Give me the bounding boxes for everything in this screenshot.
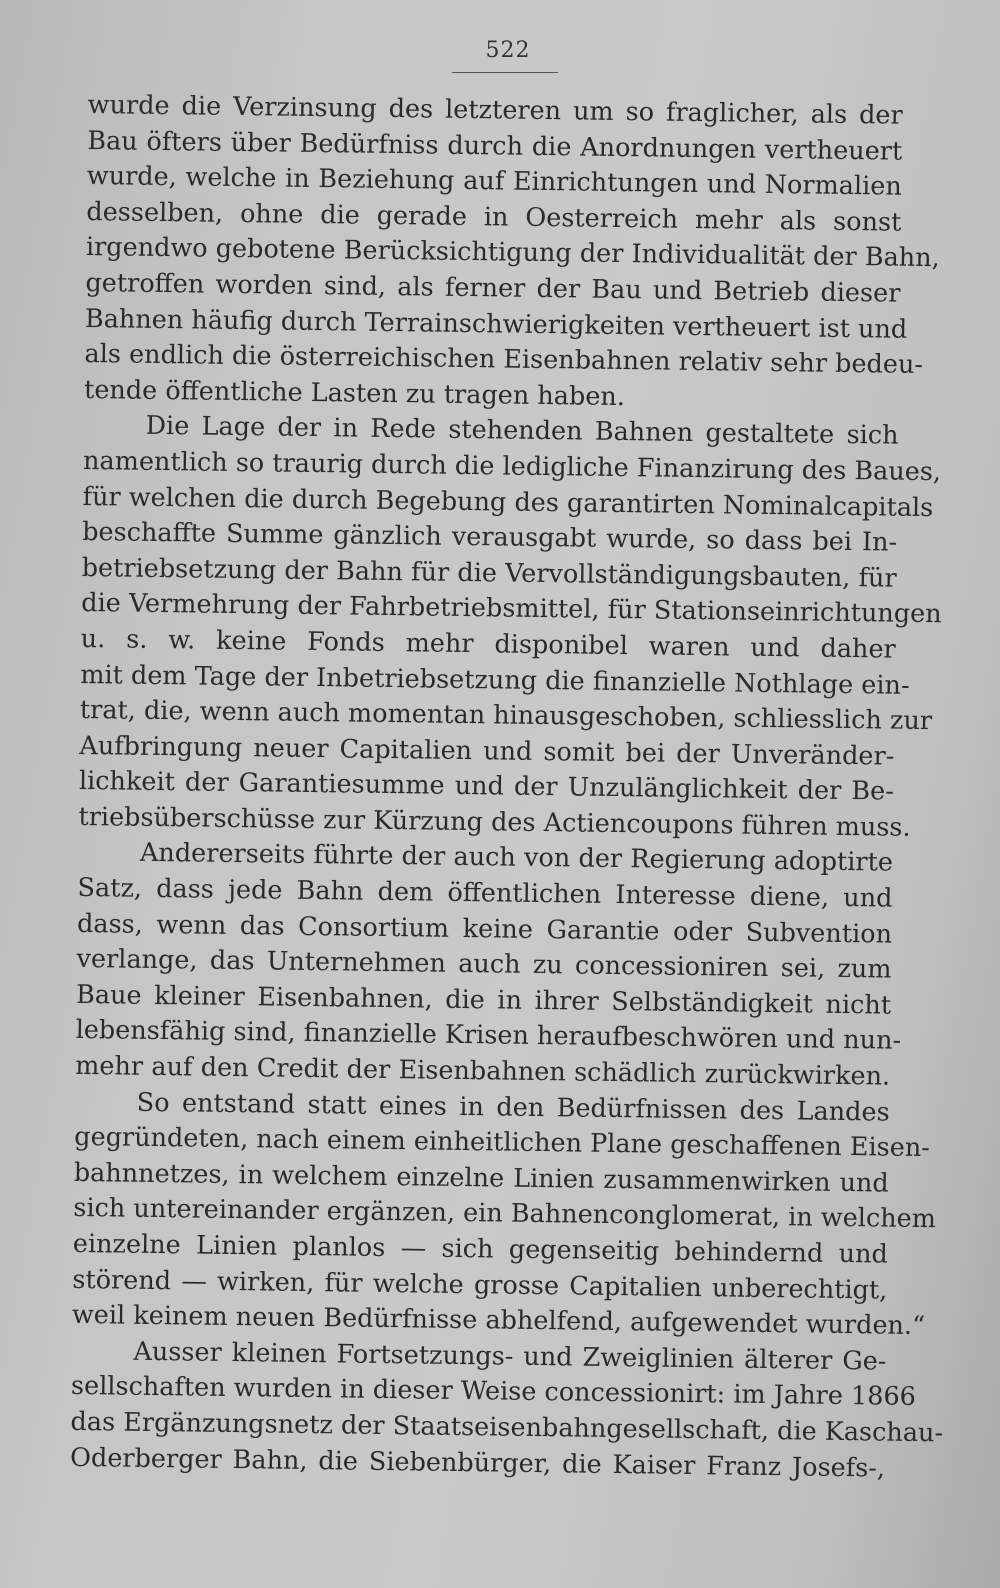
text-line: lebensfähig sind, finanzielle Krisen heraufbeschwören und nun- <box>75 1015 902 1057</box>
text-line: sellschaften wurden in dieser Weise concessionirt: im Jahre 1866 <box>70 1371 917 1413</box>
text-line: die Vermehrung der Fahrbetriebsmittel, für Stationseinrichtungen <box>81 588 942 630</box>
text-line: Satz, dass jede Bahn dem öffentlichen Interesse diene, und <box>77 872 893 914</box>
text-line: gegründeten, nach einem einheitlichen Plane geschaffenen Eisen- <box>74 1122 931 1164</box>
text-line: als endlich die österreichischen Eisenbahnen relativ sehr bedeu- <box>84 339 924 381</box>
text-line: wurde die Verzinsung des letzteren um so fraglicher, als der <box>87 89 903 131</box>
text-line: einzelne Linien planlos — sich gegenseitig behindernd und <box>72 1228 888 1270</box>
text-line: u. s. w. keine Fonds mehr disponibel waren und daher <box>80 623 896 665</box>
text-line: lichkeit der Garantiesumme und der Unzulänglichkeit der Be- <box>78 766 895 807</box>
page-number-rule <box>452 72 558 73</box>
text-line: betriebsetzung der Bahn für die Vervollständigungsbauten, für <box>81 552 897 594</box>
text-line: namentlich so traurig durch die ledigliche Finanzirung des Baues, <box>82 445 942 488</box>
text-line: störend — wirken, für welche grosse Capitalien unberechtigt, <box>72 1264 888 1306</box>
text-line: Aufbringung neuer Capitalien und somit bei der Unveränder- <box>79 730 895 772</box>
text-line: desselben, ohne die gerade in Oesterreich mehr als sonst <box>86 196 902 238</box>
text-line: trat, die, wenn auch momentan hinausgeschoben, schliesslich zur <box>79 695 933 737</box>
text-line: getroffen worden sind, als ferner der Bau und Betrieb dieser <box>85 267 901 309</box>
text-line: weil keinem neuen Bedürfnisse abhelfend, aufgewendet wurden.“ <box>71 1300 926 1342</box>
text-line: Baue kleiner Eisenbahnen, die in ihrer Selbständigkeit nicht <box>75 979 892 1021</box>
text-line: bahnnetzes, in welchem einzelne Linien zusammenwirken und <box>73 1157 889 1199</box>
page-number: 522 <box>485 38 531 63</box>
text-line: für welchen die durch Begebung des garantirten Nominalcapitals <box>82 481 934 523</box>
text-line: tende öffentliche Lasten zu tragen haben. <box>83 374 626 412</box>
text-line: So entstand statt eines in den Bedürfnissen des Landes <box>136 1087 890 1128</box>
text-line: Die Lage der in Rede stehenden Bahnen gestaltete sich <box>145 411 899 451</box>
text-line: wurde, welche in Beziehung auf Einrichtungen und Normalien <box>86 161 902 202</box>
text-line: Bau öfters über Bedürfniss durch die Anordnungen vertheuert <box>87 125 903 167</box>
text-line: Ausser kleinen Fortsetzungs- und Zweiglinien älterer Ge- <box>133 1336 887 1377</box>
text-line: sich untereinander ergänzen, ein Bahnenconglomerat, in welchem <box>73 1193 937 1235</box>
body-text <box>69 88 944 1487</box>
text-line: mehr auf den Credit der Eisenbahnen schädlich zurückwirken. <box>75 1050 891 1092</box>
text-line: Andererseits führte der auch von der Regierung adoptirte <box>139 838 894 879</box>
text-line: irgendwo gebotene Berücksichtigung der Individualität der Bahn, <box>85 232 940 274</box>
text-line: triebsüberschüsse zur Kürzung des Actiencoupons führen muss. <box>78 801 911 843</box>
text-line: Oderberger Bahn, die Siebenbürger, die Kaiser Franz Josefs-, <box>69 1442 886 1484</box>
text-line: dass, wenn das Consortium keine Garantie oder Subvention <box>76 908 893 950</box>
text-line: mit dem Tage der Inbetriebsetzung die finanzielle Nothlage ein- <box>80 659 910 701</box>
text-line: das Ergänzungsnetz der Staatseisenbahngesellschaft, die Kaschau- <box>70 1406 944 1449</box>
text-line: Bahnen häufig durch Terrainschwierigkeiten vertheuert ist und <box>84 303 908 345</box>
text-line: beschaffte Summe gänzlich verausgabt wurde, so dass bei In- <box>81 517 898 558</box>
text-line: verlange, das Unternehmen auch zu concessioniren sei, zum <box>76 944 892 985</box>
